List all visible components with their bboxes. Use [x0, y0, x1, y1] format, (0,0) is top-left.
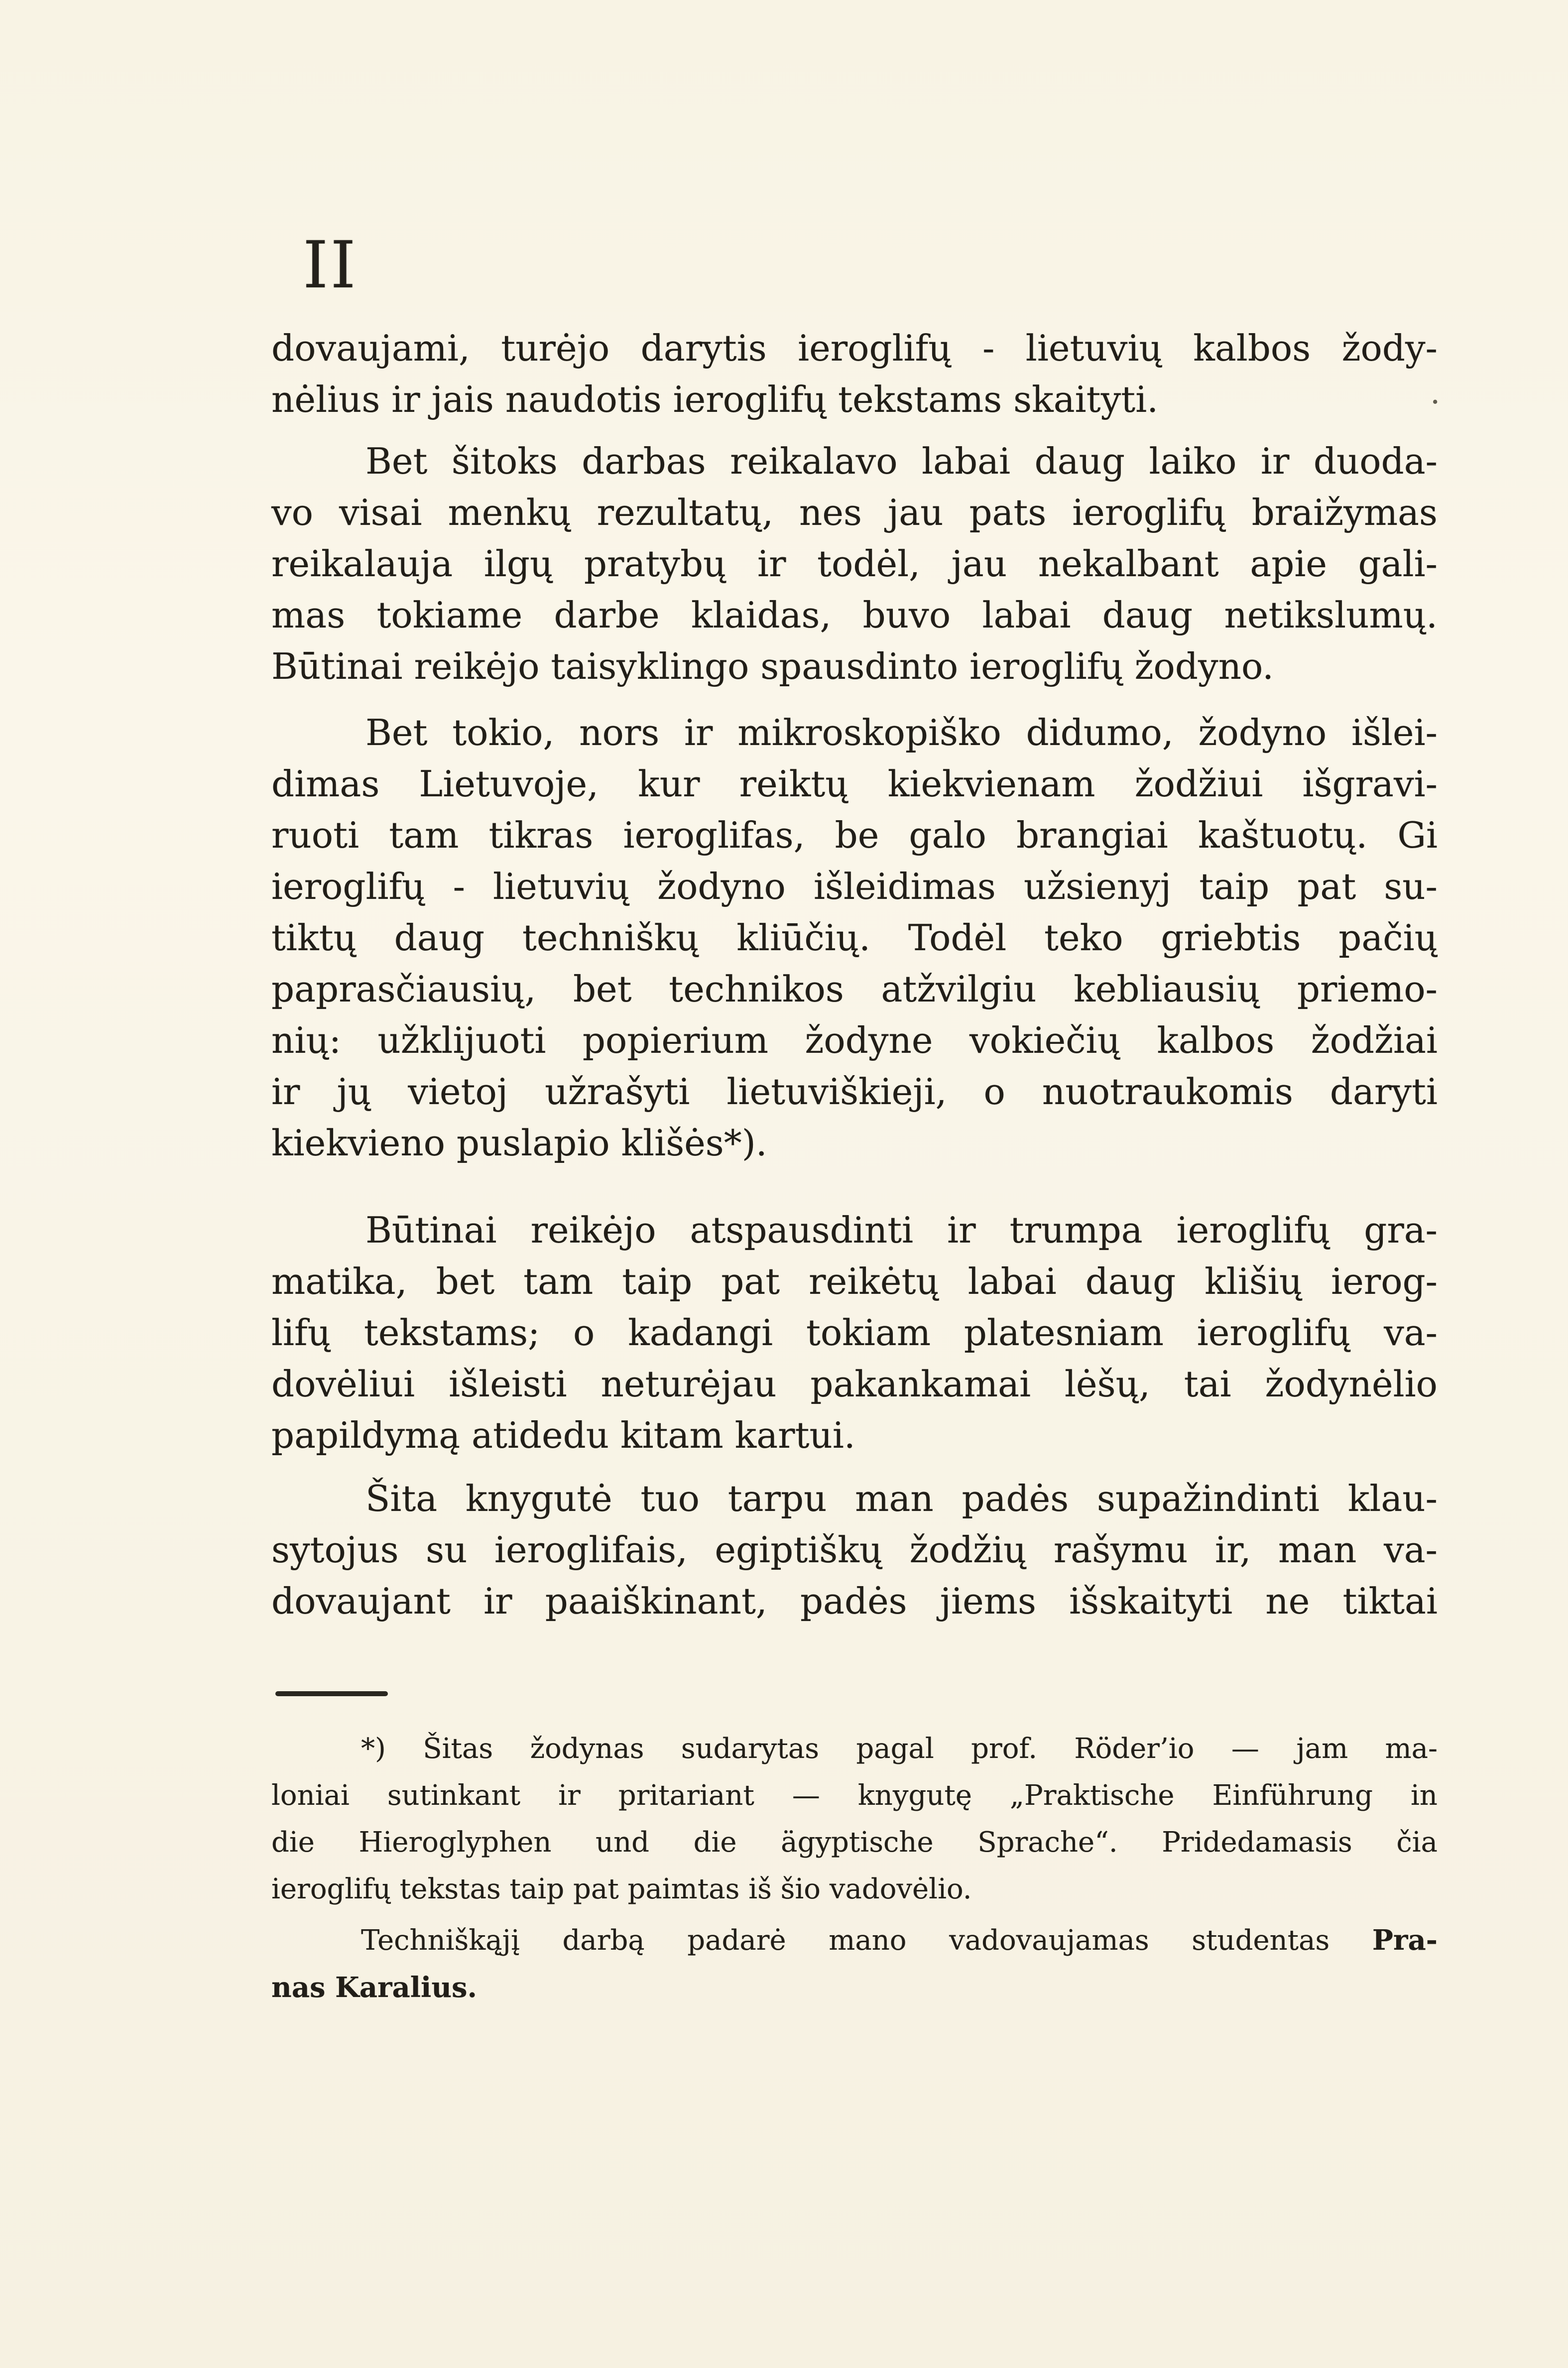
text-line: nėlius ir jais naudotis ieroglifų tekstams skaityti. — [271, 378, 1159, 420]
text-line: dovėliui išleisti neturėjau pakankamai lėšų, tai žodynėlio — [271, 1363, 1438, 1405]
text-line: sytojus su ieroglifais, egiptiškų žodžių rašymu ir, man va- — [271, 1529, 1438, 1571]
text-line: ruoti tam tikras ieroglifas, be galo brangiai kaštuotų. Gi — [271, 814, 1438, 856]
text-line: vo visai menkų rezultatų, nes jau pats ieroglifų braižymas — [271, 492, 1438, 533]
footnote-text: Techniškąjį darbą padarė mano vadovaujamas studentas — [361, 1924, 1372, 1957]
text-line: Bet šitoks darbas reikalavo labai daug laiko ir duoda- — [365, 440, 1438, 482]
footnote-separator-rule — [275, 1691, 388, 1696]
footnote-paragraph-1 — [271, 1726, 1438, 1913]
student-name-part-1: Pra- — [1372, 1924, 1438, 1957]
paragraph-1 — [271, 323, 1441, 425]
text-line: reikalauja ilgų pratybų ir todėl, jau nekalbant apie gali- — [271, 543, 1438, 585]
footnote-line: *) Šitas žodynas sudarytas pagal prof. Röder’io — jam ma- — [361, 1733, 1438, 1765]
text-line: Bet tokio, nors ir mikroskopiško didumo, žodyno išlei- — [365, 712, 1438, 753]
text-line: ir jų vietoj užrašyti lietuviškieji, o nuotraukomis daryti — [271, 1071, 1438, 1113]
stray-ink-dot: . — [1430, 374, 1441, 411]
paragraph-3 — [271, 707, 1438, 1169]
text-line: nių: užklijuoti popierium žodyne vokiečių kalbos žodžiai — [271, 1019, 1438, 1061]
text-line: Šita knygutė tuo tarpu man padės supažindinti klau- — [365, 1478, 1438, 1519]
paragraph-2 — [271, 436, 1438, 692]
page-number: II — [303, 227, 358, 303]
text-line: matika, bet tam taip pat reikėtų labai daug klišių ierog- — [271, 1260, 1438, 1302]
text-line: kiekvieno puslapio klišės*). — [271, 1122, 767, 1164]
footnote-line — [271, 1917, 1438, 1964]
paragraph-4 — [271, 1205, 1438, 1461]
page-body-text — [271, 323, 1441, 1627]
footnote-paragraph-2 — [271, 1917, 1438, 2011]
text-line: papildymą atidedu kitam kartui. — [271, 1414, 855, 1456]
text-line: Būtinai reikėjo taisyklingo spausdinto ieroglifų žodyno. — [271, 645, 1274, 687]
footnote-line: ieroglifų tekstas taip pat paimtas iš šio vadovėlio. — [271, 1873, 972, 1905]
text-line: dimas Lietuvoje, kur reiktų kiekvienam žodžiui išgravi- — [271, 763, 1438, 805]
text-line: dovaujant ir paaiškinant, padės jiems išskaityti ne tiktai — [271, 1580, 1438, 1622]
student-name-part-2: nas Karalius. — [271, 1971, 478, 2004]
paragraph-5 — [271, 1473, 1438, 1627]
footnote-line: loniai sutinkant ir pritariant — knygutę „Praktische Einführung in — [271, 1779, 1438, 1812]
text-line: tiktų daug techniškų kliūčių. Todėl teko griebtis pačių — [271, 917, 1438, 959]
text-line: Būtinai reikėjo atspausdinti ir trumpa ieroglifų gra- — [365, 1209, 1438, 1251]
footnote — [271, 1726, 1438, 2011]
text-line: dovaujami, turėjo darytis ieroglifų - lietuvių kalbos žody- — [271, 327, 1438, 369]
footnote-line — [271, 1964, 1438, 2011]
footnote-line: die Hieroglyphen und die ägyptische Sprache“. Pridedamasis čia — [271, 1826, 1438, 1859]
text-line: paprasčiausių, bet technikos atžvilgiu kebliausių priemo- — [271, 968, 1438, 1010]
text-line: ieroglifų - lietuvių žodyno išleidimas užsienyj taip pat su- — [271, 866, 1438, 907]
text-line: lifų tekstams; o kadangi tokiam platesniam ieroglifų va- — [271, 1312, 1438, 1354]
text-line: mas tokiame darbe klaidas, buvo labai daug netikslumų. — [271, 594, 1438, 636]
